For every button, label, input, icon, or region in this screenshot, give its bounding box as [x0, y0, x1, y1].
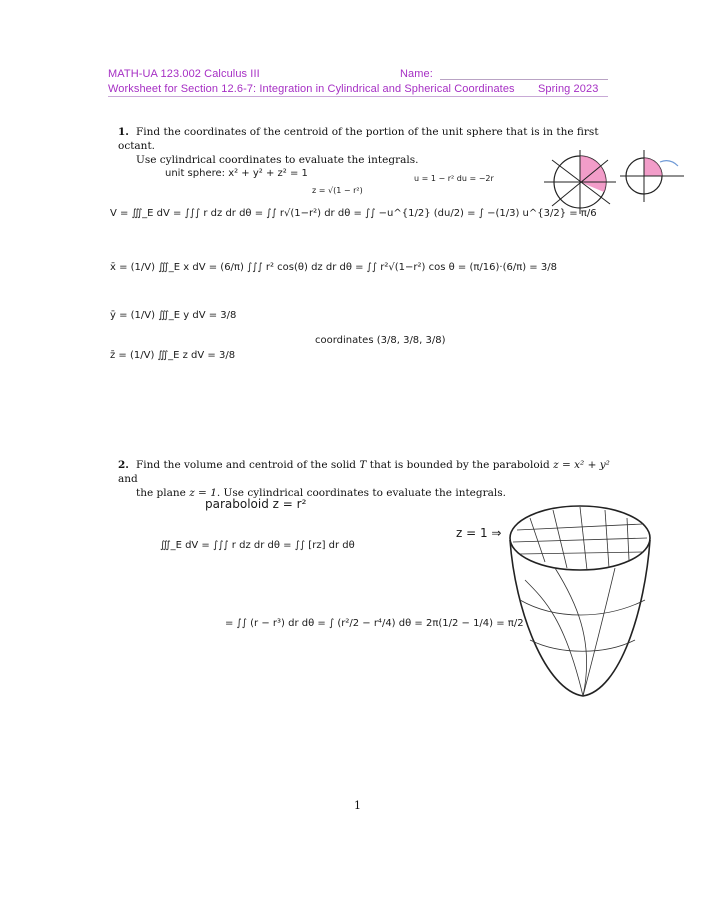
- problem-2-plane-eq: z = 1: [189, 487, 217, 499]
- p2-paraboloid-note: paraboloid z = r²: [205, 497, 307, 511]
- problem-2-number: 2.: [118, 459, 129, 471]
- problem-2-paraboloid-eq: z = x² + y²: [553, 459, 610, 471]
- p2-volume-work-continued: = ∫∫ (r − r³) dr dθ = ∫ (r²/2 − r⁴/4) dθ = 2π(1/2 − 1/4) = π/2: [225, 618, 524, 629]
- worksheet-title: Worksheet for Section 12.6-7: Integration in Cylindrical and Spherical Coordinates: [108, 83, 515, 95]
- problem-2-text-a: Find the volume and centroid of the solid: [136, 459, 360, 471]
- quarter-circle-sketch: [618, 148, 688, 204]
- semester: Spring 2023: [538, 83, 599, 95]
- p1-xbar-work: x̄ = (1/V) ∭_E x dV = (6/π) ∫∫∫ r² cos(θ) dz dr dθ = ∫∫ r²√(1−r²) cos θ = (π/16)·(6/π) = 3/8: [110, 262, 557, 273]
- problem-1-line1: Find the coordinates of the centroid of the portion of the unit sphere that is in the first octant.: [118, 126, 599, 152]
- name-line: [440, 79, 608, 80]
- problem-1-line2: Use cylindrical coordinates to evaluate the integrals.: [136, 154, 419, 166]
- paraboloid-sketch: [505, 500, 655, 700]
- page-number: 1: [354, 799, 361, 812]
- problem-2-text-e: . Use cylindrical coordinates to evaluate the integrals.: [216, 487, 506, 499]
- header-rule: [108, 96, 608, 97]
- p1-substitution-note: u = 1 − r² du = −2r: [414, 174, 494, 183]
- course-title: MATH-UA 123.002 Calculus III: [108, 68, 260, 80]
- p1-ybar-work: ȳ = (1/V) ∭_E y dV = 3/8: [110, 310, 237, 321]
- p2-plane-note: z = 1 ⇒: [456, 526, 502, 540]
- sphere-octant-sketch: [540, 148, 620, 216]
- name-label: Name:: [400, 68, 433, 80]
- problem-2-text-d: the plane: [136, 487, 190, 499]
- p1-zbar-work: z̄ = (1/V) ∭_E z dV = 3/8: [110, 350, 236, 361]
- problem-2-text-c: and: [118, 473, 138, 485]
- p2-volume-work: ∭_E dV = ∫∫∫ r dz dr dθ = ∫∫ [rz] dr dθ: [160, 540, 355, 551]
- problem-2: [118, 458, 618, 500]
- p1-coordinates-answer: coordinates (3/8, 3/8, 3/8): [315, 335, 446, 346]
- p1-unit-sphere-note: unit sphere: x² + y² + z² = 1: [165, 168, 308, 179]
- problem-2-solid-symbol: T: [359, 459, 367, 471]
- problem-2-text-b: that is bounded by the paraboloid: [366, 459, 554, 471]
- p1-volume-work: V = ∭_E dV = ∫∫∫ r dz dr dθ = ∫∫ r√(1−r²) dr dθ = ∫∫ −u^{1/2} (du/2) = ∫ −(1/3) u^{3/2} = π/6: [110, 208, 597, 219]
- p1-z-bound-note: z = √(1 − r²): [312, 186, 363, 195]
- problem-1-number: 1.: [118, 126, 129, 138]
